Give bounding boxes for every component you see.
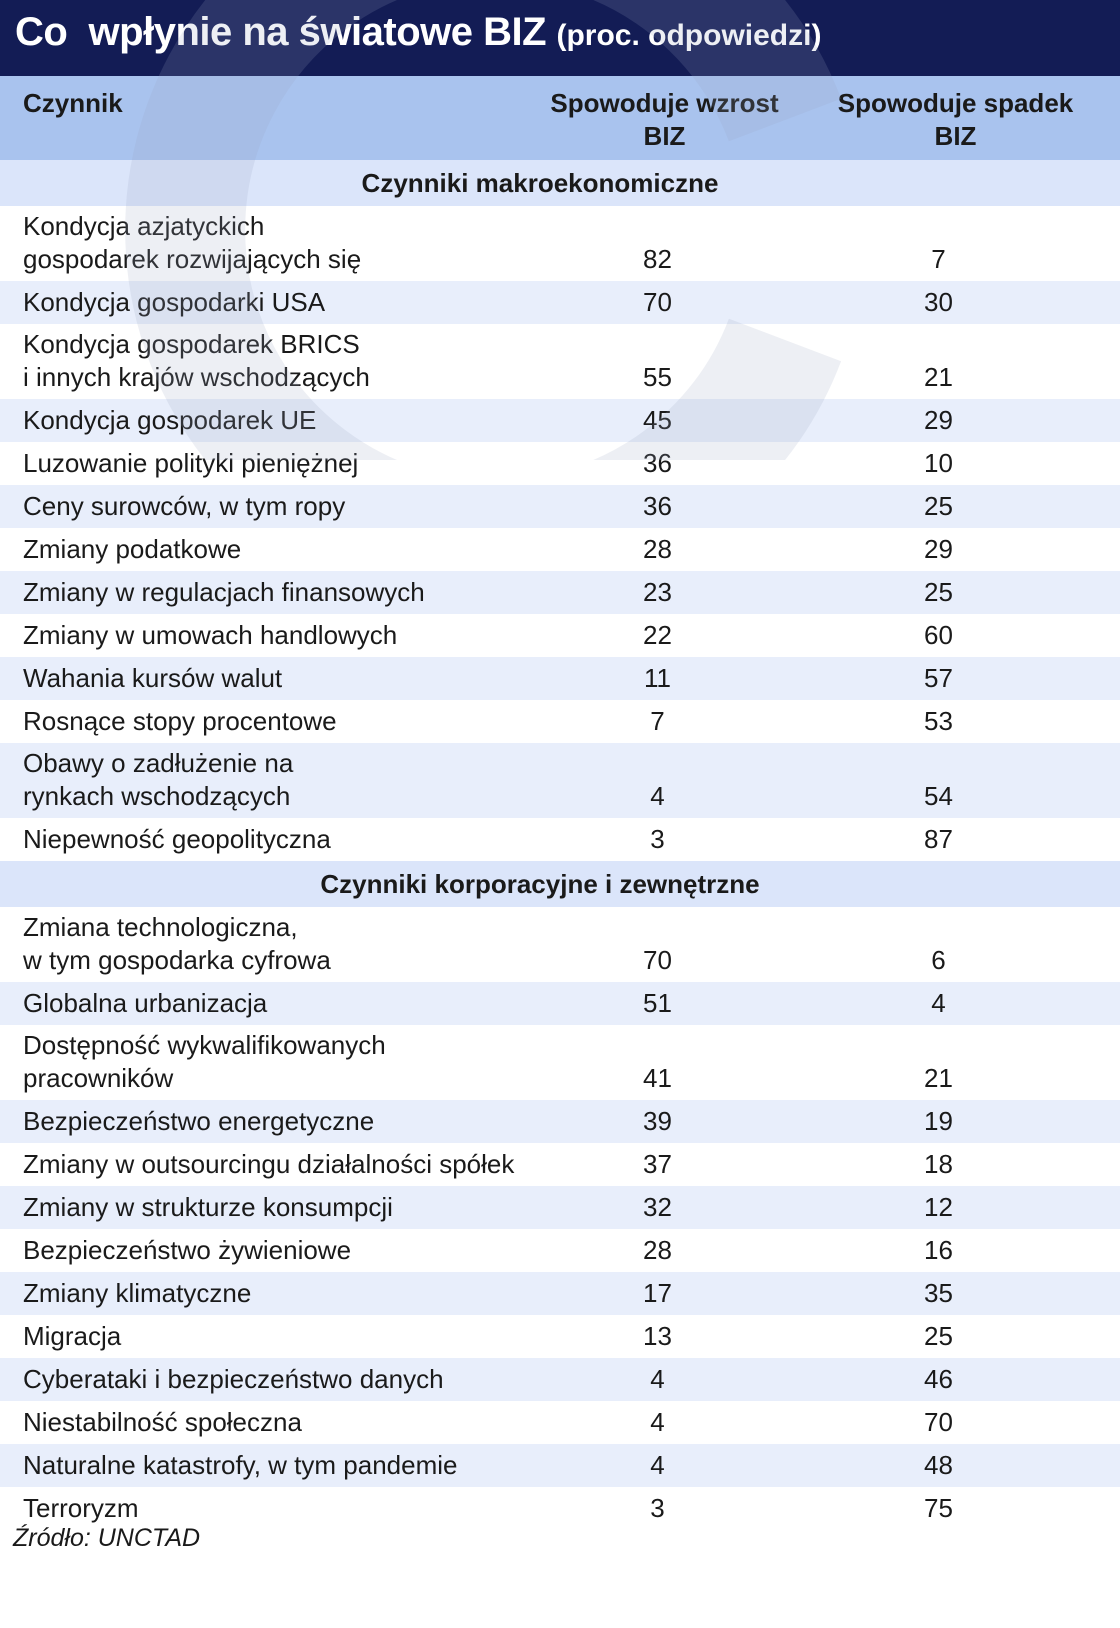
factor-name: Niestabilność społeczna bbox=[23, 1407, 302, 1437]
factor-name: Cyberataki i bezpieczeństwo danych bbox=[23, 1364, 444, 1394]
table-row bbox=[0, 1229, 1120, 1272]
increase-value: 55 bbox=[643, 362, 672, 392]
decrease-value: 21 bbox=[924, 362, 953, 392]
increase-value: 70 bbox=[643, 945, 672, 975]
decrease-value: 30 bbox=[924, 287, 953, 317]
chart-title: Co wpłynie na światowe BIZ bbox=[15, 10, 547, 54]
decrease-value: 35 bbox=[924, 1278, 953, 1308]
increase-value: 28 bbox=[643, 1235, 672, 1265]
factor-cell bbox=[0, 1105, 530, 1138]
decrease-value: 46 bbox=[924, 1364, 953, 1394]
table-row bbox=[0, 324, 1120, 399]
increase-value: 11 bbox=[644, 663, 671, 693]
factor-name: Kondycja gospodarek UE bbox=[23, 405, 317, 435]
section-header-row bbox=[0, 160, 1120, 206]
table-row bbox=[0, 206, 1120, 281]
data-table bbox=[0, 76, 1120, 1530]
table-row bbox=[0, 614, 1120, 657]
factor-cell bbox=[0, 1191, 530, 1224]
table-row bbox=[0, 1143, 1120, 1186]
increase-value: 13 bbox=[643, 1321, 672, 1351]
factor-name: Wahania kursów walut bbox=[23, 663, 283, 693]
factor-name: Ceny surowców, w tym ropy bbox=[23, 491, 346, 521]
table-row bbox=[0, 1358, 1120, 1401]
increase-value: 28 bbox=[643, 534, 672, 564]
factor-cell bbox=[0, 1406, 530, 1439]
table-row bbox=[0, 743, 1120, 818]
table-row bbox=[0, 818, 1120, 861]
increase-value: 7 bbox=[650, 706, 665, 736]
column-header-decrease bbox=[785, 87, 1120, 160]
table-row bbox=[0, 1401, 1120, 1444]
section-title: Czynniki makroekonomiczne bbox=[361, 167, 719, 198]
factor-name: Zmiany w umowach handlowych bbox=[23, 620, 398, 650]
decrease-value: 21 bbox=[924, 1063, 953, 1093]
factor-cell bbox=[0, 1492, 530, 1525]
factor-name: Migracja bbox=[23, 1321, 122, 1351]
decrease-value: 16 bbox=[924, 1235, 953, 1265]
table-row bbox=[0, 1315, 1120, 1358]
increase-value: 4 bbox=[650, 781, 665, 811]
increase-value: 51 bbox=[643, 988, 672, 1018]
factor-cell bbox=[0, 1029, 530, 1095]
factor-name: Kondycja azjatyckich gospodarek rozwijających się bbox=[23, 211, 362, 274]
factor-name: Bezpieczeństwo energetyczne bbox=[23, 1106, 375, 1136]
table-header-row bbox=[0, 76, 1120, 160]
table-row bbox=[0, 1272, 1120, 1315]
table-row bbox=[0, 281, 1120, 324]
increase-value: 39 bbox=[643, 1106, 672, 1136]
decrease-value: 12 bbox=[924, 1192, 953, 1222]
decrease-value: 25 bbox=[924, 1321, 953, 1351]
decrease-value: 4 bbox=[931, 988, 946, 1018]
increase-value: 45 bbox=[643, 405, 672, 435]
decrease-value: 57 bbox=[924, 663, 953, 693]
table-row bbox=[0, 571, 1120, 614]
decrease-value: 48 bbox=[924, 1450, 953, 1480]
factor-name: Obawy o zadłużenie na rynkach wschodzących bbox=[23, 748, 294, 811]
source-note: Źródło: UNCTAD bbox=[13, 1524, 201, 1552]
decrease-value: 70 bbox=[924, 1407, 953, 1437]
factor-name: Terroryzm bbox=[23, 1493, 139, 1523]
factor-cell bbox=[0, 911, 530, 977]
factor-cell bbox=[0, 286, 530, 319]
factor-cell bbox=[0, 404, 530, 437]
table-row bbox=[0, 1025, 1120, 1100]
factor-cell bbox=[0, 823, 530, 856]
factor-name: Globalna urbanizacja bbox=[23, 988, 268, 1018]
factor-cell bbox=[0, 1363, 530, 1396]
decrease-value: 53 bbox=[924, 706, 953, 736]
column-header-factor: Czynnik bbox=[23, 88, 123, 118]
factor-name: Bezpieczeństwo żywieniowe bbox=[23, 1235, 352, 1265]
factor-cell bbox=[0, 1320, 530, 1353]
factor-cell bbox=[0, 1148, 530, 1181]
factor-cell bbox=[0, 490, 530, 523]
decrease-value: 10 bbox=[924, 448, 953, 478]
factor-name: Kondycja gospodarek BRICS i innych krajów wschodzących bbox=[23, 329, 370, 392]
table-row bbox=[0, 907, 1120, 982]
increase-value: 4 bbox=[650, 1364, 665, 1394]
decrease-value: 87 bbox=[924, 824, 953, 854]
factor-name: Niepewność geopolityczna bbox=[23, 824, 331, 854]
table-row bbox=[0, 982, 1120, 1025]
factor-cell bbox=[0, 533, 530, 566]
factor-name: Zmiany w outsourcingu działalności spółek bbox=[23, 1149, 515, 1179]
factor-cell bbox=[0, 987, 530, 1020]
increase-value: 32 bbox=[643, 1192, 672, 1222]
column-header-increase bbox=[530, 87, 785, 160]
decrease-value: 29 bbox=[924, 534, 953, 564]
increase-value: 70 bbox=[643, 287, 672, 317]
decrease-value: 25 bbox=[924, 577, 953, 607]
section-header-row bbox=[0, 861, 1120, 907]
increase-value: 17 bbox=[643, 1278, 672, 1308]
column-header-increase-text: Spowoduje wzrost BIZ bbox=[550, 88, 779, 151]
table-row bbox=[0, 1186, 1120, 1229]
table-row bbox=[0, 1100, 1120, 1143]
table-row bbox=[0, 700, 1120, 743]
increase-value: 3 bbox=[650, 824, 665, 854]
decrease-value: 19 bbox=[924, 1106, 953, 1136]
factor-name: Zmiany klimatyczne bbox=[23, 1278, 252, 1308]
factor-cell bbox=[0, 705, 530, 738]
factor-cell bbox=[0, 1449, 530, 1482]
increase-value: 22 bbox=[643, 620, 672, 650]
factor-cell bbox=[0, 1277, 530, 1310]
factor-name: Rosnące stopy procentowe bbox=[23, 706, 337, 736]
table-row bbox=[0, 657, 1120, 700]
decrease-value: 29 bbox=[924, 405, 953, 435]
section-title: Czynniki korporacyjne i zewnętrzne bbox=[320, 868, 760, 899]
table-row bbox=[0, 442, 1120, 485]
factor-cell bbox=[0, 576, 530, 609]
table-row bbox=[0, 485, 1120, 528]
factor-name: Zmiana technologiczna, w tym gospodarka cyfrowa bbox=[23, 912, 331, 975]
factor-cell bbox=[0, 619, 530, 652]
column-header-decrease-text: Spowoduje spadek BIZ bbox=[837, 88, 1074, 151]
factor-name: Dostępność wykwalifikowanych pracowników bbox=[23, 1030, 386, 1093]
factor-name: Zmiany w regulacjach finansowych bbox=[23, 577, 425, 607]
factor-cell bbox=[0, 1234, 530, 1267]
factor-cell bbox=[0, 210, 530, 276]
factor-cell bbox=[0, 328, 530, 394]
factor-cell bbox=[0, 662, 530, 695]
factor-name: Kondycja gospodarki USA bbox=[23, 287, 326, 317]
table-body bbox=[0, 160, 1120, 1530]
increase-value: 3 bbox=[650, 1493, 665, 1523]
table-row bbox=[0, 399, 1120, 442]
decrease-value: 18 bbox=[924, 1149, 953, 1179]
increase-value: 41 bbox=[643, 1063, 672, 1093]
increase-value: 37 bbox=[643, 1149, 672, 1179]
chart-subtitle: (proc. odpowiedzi) bbox=[556, 19, 822, 52]
increase-value: 82 bbox=[643, 244, 672, 274]
decrease-value: 54 bbox=[924, 781, 953, 811]
increase-value: 36 bbox=[643, 491, 672, 521]
factor-name: Zmiany podatkowe bbox=[23, 534, 242, 564]
table-row bbox=[0, 528, 1120, 571]
factor-cell bbox=[0, 747, 530, 813]
decrease-value: 60 bbox=[924, 620, 953, 650]
decrease-value: 6 bbox=[931, 945, 946, 975]
factor-name: Zmiany w strukturze konsumpcji bbox=[23, 1192, 393, 1222]
increase-value: 4 bbox=[650, 1450, 665, 1480]
increase-value: 36 bbox=[643, 448, 672, 478]
increase-value: 4 bbox=[650, 1407, 665, 1437]
factor-name: Luzowanie polityki pieniężnej bbox=[23, 448, 359, 478]
table-row bbox=[0, 1444, 1120, 1487]
factor-name: Naturalne katastrofy, w tym pandemie bbox=[23, 1450, 458, 1480]
decrease-value: 25 bbox=[924, 491, 953, 521]
chart-title-bar bbox=[0, 0, 1120, 76]
decrease-value: 75 bbox=[924, 1493, 953, 1523]
factor-cell bbox=[0, 447, 530, 480]
decrease-value: 7 bbox=[931, 244, 946, 274]
increase-value: 23 bbox=[643, 577, 672, 607]
